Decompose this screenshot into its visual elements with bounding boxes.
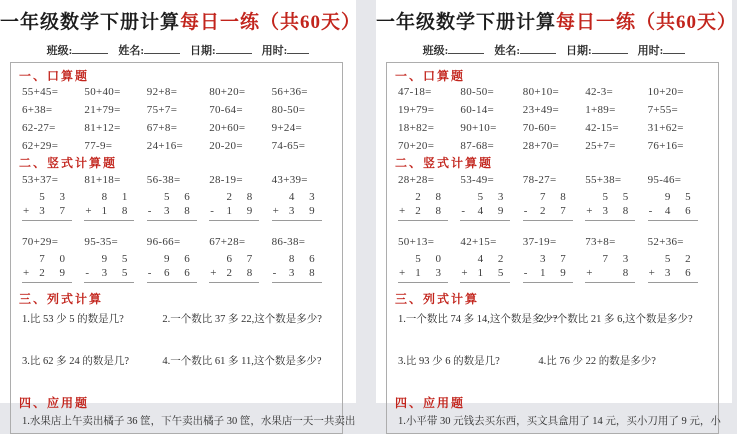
oral-problems-grid	[19, 85, 334, 154]
vertical-problem-label: 56-38=	[146, 173, 181, 186]
vertical-problem-bottom-digits: 3 7	[39, 204, 71, 217]
info-field-label: 班级:	[46, 45, 73, 57]
vertical-problem	[209, 174, 271, 221]
vertical-problem-bottom-digits: 3 9	[288, 204, 321, 217]
minus-sign: -	[648, 204, 653, 217]
minus-sign: -	[147, 204, 152, 217]
page-title	[0, 7, 362, 34]
oral-problem: 74-65=	[271, 140, 306, 152]
oral-problem: 90+10=	[460, 122, 497, 134]
oral-problem: 80+20=	[209, 86, 246, 98]
page-title	[376, 7, 737, 34]
vertical-problem-top-digits: 8 1	[101, 190, 134, 203]
vertical-problem-top-digits: 2 8	[226, 190, 259, 203]
info-field	[494, 45, 556, 57]
vertical-problem	[22, 236, 84, 283]
minus-sign: -	[147, 266, 152, 279]
vertical-problem-top-digits: 4 3	[288, 190, 321, 203]
oral-problem: 31+62=	[647, 122, 684, 134]
oral-problem: 50+40=	[84, 86, 121, 98]
vertical-problem-label: 95-46=	[647, 173, 682, 186]
vertical-problem-top-digits: 9 5	[664, 190, 697, 203]
vertical-problem-bottom-row	[460, 267, 510, 283]
oral-problem: 28+70=	[522, 140, 560, 152]
fill-in-blank-line	[448, 43, 484, 54]
minus-sign: -	[85, 266, 90, 279]
vertical-problem-label: 28-19=	[209, 173, 243, 186]
fill-in-blank-line	[592, 43, 628, 54]
section-heading-word: 四、应用题	[19, 395, 90, 410]
vertical-problem-label: 86-38=	[271, 235, 306, 248]
vertical-problem-top-digits: 5 5	[602, 190, 635, 203]
vertical-problem-label: 43+39=	[271, 173, 308, 186]
minus-sign: -	[272, 266, 277, 279]
vertical-problem-bottom-digits: 3 8	[288, 266, 321, 279]
vertical-problem-top-digits: 7 8	[540, 190, 572, 203]
vertical-problem-bottom-digits: 1 9	[226, 204, 259, 217]
oral-problem: 21+79=	[84, 104, 121, 116]
info-field-label: 日期:	[566, 45, 592, 57]
vertical-problem	[272, 236, 334, 283]
oral-problem: 60-14=	[460, 104, 495, 116]
vertical-problem-label: 67+28=	[209, 235, 246, 248]
info-field	[190, 45, 252, 57]
section-heading-oral: 一、口算题	[19, 69, 90, 83]
vertical-problem	[460, 236, 522, 283]
plus-sign: +	[85, 204, 92, 217]
oral-problem: 62-27=	[22, 122, 56, 134]
plus-sign: +	[461, 266, 468, 279]
oral-problem: 80-50=	[460, 86, 495, 98]
vertical-problem-label: 95-35=	[84, 235, 119, 248]
vertical-problem	[523, 174, 585, 221]
equation-problem: 1.比 53 少 5 的数是几?	[22, 313, 124, 325]
vertical-problem-bottom-row	[22, 205, 72, 221]
title-series-text: 每日一练（共60天）	[556, 12, 737, 33]
info-field	[262, 45, 310, 57]
vertical-problem-top-digits: 3 7	[540, 252, 572, 265]
vertical-problem-bottom-row	[523, 267, 573, 283]
vertical-problem	[272, 174, 334, 221]
oral-problem: 70-64=	[209, 104, 243, 116]
vertical-problem-label: 42+15=	[460, 235, 497, 248]
equation-problem: 1.一个数比 74 多 14,这个数是多少?	[398, 313, 558, 325]
vertical-problem-bottom-row	[585, 267, 635, 283]
vertical-problem-bottom-digits: 3 8	[164, 204, 196, 217]
vertical-problem-bottom-digits: 6 6	[164, 266, 196, 279]
oral-problem: 24+16=	[146, 140, 184, 152]
oral-problem: 70+20=	[398, 140, 435, 152]
vertical-problem-top-digits: 7 0	[39, 252, 71, 265]
oral-problem: 81+12=	[84, 122, 121, 134]
vertical-problem	[84, 236, 146, 283]
oral-problem: 92+8=	[146, 86, 178, 98]
oral-problem: 42-15=	[585, 122, 619, 134]
vertical-problem	[523, 236, 585, 283]
minus-sign: -	[523, 266, 528, 279]
content-frame	[386, 62, 719, 434]
vertical-problem-bottom-digits: 8	[622, 266, 635, 279]
minus-sign: -	[461, 204, 466, 217]
vertical-problem-bottom-row	[84, 205, 134, 221]
vertical-problem-bottom-digits: 1 9	[540, 266, 572, 279]
info-field-label: 姓名:	[494, 45, 520, 57]
vertical-problem-bottom-digits: 1 5	[477, 266, 510, 279]
info-field-label: 姓名:	[118, 45, 144, 57]
vertical-problem-label: 70+29=	[22, 235, 59, 248]
vertical-problem-bottom-digits: 1 8	[101, 204, 134, 217]
info-field	[118, 45, 180, 57]
info-field	[423, 45, 485, 57]
oral-problem: 42-3=	[585, 86, 614, 98]
info-field	[566, 45, 628, 57]
equation-problem: 2.一个数比 37 多 22,这个数是多少?	[162, 313, 322, 325]
vertical-problem	[398, 236, 460, 283]
oral-problem: 25+7=	[585, 140, 616, 152]
vertical-problem-top-digits: 7 3	[602, 252, 635, 265]
vertical-problem-bottom-row	[272, 267, 322, 283]
plus-sign: +	[272, 204, 279, 217]
vertical-problem-bottom-row	[648, 205, 698, 221]
vertical-problem-bottom-digits: 2 8	[415, 204, 447, 217]
equation-problem: 3.比 93 少 6 的数是几?	[398, 355, 500, 367]
vertical-problem	[585, 236, 647, 283]
plus-sign: +	[210, 266, 217, 279]
info-field-label: 日期:	[190, 45, 216, 57]
vertical-problem-bottom-row	[648, 267, 698, 283]
vertical-problem-bottom-row	[460, 205, 510, 221]
word-problem-partial-line: 1.小平带 30 元钱去买东西，买文具盒用了 14 元，买小刀用了 9 元，小	[398, 415, 721, 427]
oral-problem: 10+20=	[647, 86, 684, 98]
oral-problems-grid	[395, 85, 710, 154]
fill-in-blank-line	[287, 43, 309, 54]
vertical-problem	[585, 174, 647, 221]
vertical-problem-top-digits: 9 6	[164, 252, 196, 265]
oral-problem: 67+8=	[146, 122, 178, 134]
title-course-text: 一年级数学下册计算	[376, 12, 557, 33]
plus-sign: +	[648, 266, 655, 279]
plus-sign: +	[23, 204, 30, 217]
vertical-problem	[22, 174, 84, 221]
section-heading-equation: 三、列式计算	[395, 291, 480, 306]
vertical-problem-bottom-row	[398, 205, 448, 221]
fill-in-blank-line	[72, 43, 108, 54]
oral-problem: 47-18=	[398, 86, 432, 98]
equation-problem: 3.比 62 多 24 的数是几?	[22, 355, 130, 367]
plus-sign: +	[23, 266, 30, 279]
vertical-problem-label: 53+37=	[22, 173, 59, 186]
fill-in-blank-line	[520, 43, 556, 54]
plus-sign: +	[586, 266, 593, 279]
vertical-problem-top-digits: 8 6	[288, 252, 321, 265]
oral-problem: 76+16=	[647, 140, 684, 152]
vertical-problem-bottom-digits: 4 6	[664, 204, 697, 217]
oral-problem: 23+49=	[522, 104, 560, 116]
oral-problem: 80+10=	[522, 86, 560, 98]
content-frame	[10, 62, 356, 434]
vertical-problem	[648, 174, 710, 221]
vertical-problem	[147, 174, 209, 221]
vertical-problem-top-digits: 5 0	[415, 252, 447, 265]
equation-problem: 2.一个数比 21 多 6,这个数是多少?	[538, 313, 693, 325]
vertical-problem-label: 37-19=	[522, 235, 557, 248]
oral-problem: 75+7=	[146, 104, 178, 116]
worksheet-page-right	[376, 0, 737, 427]
plus-sign: +	[399, 204, 406, 217]
vertical-problem-bottom-row	[84, 267, 134, 283]
fill-in-blank-line	[144, 43, 180, 54]
vertical-problem	[209, 236, 271, 283]
oral-problem: 18+82=	[398, 122, 435, 134]
vertical-problem-bottom-row	[272, 205, 322, 221]
worksheet-page-left	[0, 0, 362, 427]
minus-sign: -	[523, 204, 528, 217]
vertical-problem-top-digits: 5 3	[477, 190, 510, 203]
vertical-problem-label: 50+13=	[398, 235, 435, 248]
oral-problem: 1+89=	[585, 104, 616, 116]
oral-problem: 87-68=	[460, 140, 495, 152]
vertical-problem-bottom-row	[209, 205, 259, 221]
vertical-problem-bottom-row	[523, 205, 573, 221]
vertical-problems-grid	[19, 174, 334, 283]
vertical-problem	[460, 174, 522, 221]
vertical-problem-bottom-row	[398, 267, 448, 283]
vertical-problem-top-digits: 2 8	[415, 190, 447, 203]
vertical-problem-top-digits: 5 6	[164, 190, 196, 203]
oral-problem: 77-9=	[84, 140, 113, 152]
oral-problem: 19+79=	[398, 104, 435, 116]
plus-sign: +	[586, 204, 593, 217]
info-field-label: 用时:	[637, 45, 664, 57]
equation-problems-grid	[19, 313, 334, 368]
title-series-text: 每日一练（共60天）	[180, 12, 362, 33]
vertical-problem-bottom-digits: 2 9	[39, 266, 71, 279]
section-heading-vertical: 二、竖式计算题	[19, 155, 118, 170]
vertical-problem-top-digits: 4 2	[477, 252, 510, 265]
vertical-problem-top-digits: 6 7	[226, 252, 259, 265]
vertical-problem-label: 81+18=	[84, 173, 121, 186]
equation-problem: 4.一个数比 61 多 11,这个数是多少?	[162, 355, 322, 367]
vertical-problem-bottom-digits: 3 5	[101, 266, 134, 279]
info-field-label: 用时:	[261, 45, 288, 57]
vertical-problem	[147, 236, 209, 283]
minus-sign: -	[210, 204, 214, 217]
oral-problem: 56+36=	[271, 86, 308, 98]
vertical-problem-bottom-digits: 3 6	[664, 266, 697, 279]
vertical-problem-top-digits: 5 3	[39, 190, 71, 203]
plus-sign: +	[399, 266, 406, 279]
vertical-problem-label: 52+36=	[647, 235, 684, 248]
vertical-problem-label: 73+8=	[585, 235, 616, 248]
oral-problem: 20+60=	[209, 122, 246, 134]
vertical-problem	[648, 236, 710, 283]
oral-problem: 6+38=	[22, 104, 53, 116]
oral-problem: 62+29=	[22, 140, 59, 152]
fill-in-blank-line	[216, 43, 252, 54]
title-course-text: 一年级数学下册计算	[0, 12, 181, 33]
vertical-problem-bottom-digits: 3 8	[602, 204, 635, 217]
vertical-problem-bottom-row	[147, 205, 197, 221]
vertical-problem-label: 96-66=	[146, 235, 181, 248]
vertical-problem-bottom-row	[209, 267, 259, 283]
equation-problems-grid	[395, 313, 710, 368]
oral-problem: 20-20=	[209, 140, 243, 152]
info-field-label: 班级:	[422, 45, 449, 57]
vertical-problem-bottom-row	[147, 267, 197, 283]
vertical-problem-bottom-row	[22, 267, 72, 283]
section-heading-equation: 三、列式计算	[19, 291, 104, 306]
vertical-problem	[398, 174, 460, 221]
vertical-problem-bottom-row	[585, 205, 635, 221]
vertical-problem	[84, 174, 146, 221]
vertical-problem-label: 53-49=	[460, 173, 495, 186]
info-field	[47, 45, 109, 57]
equation-problem: 4.比 76 少 22 的数是多少?	[538, 355, 656, 367]
oral-problem: 70-60=	[522, 122, 557, 134]
vertical-problem-top-digits: 9 5	[101, 252, 134, 265]
oral-problem: 80-50=	[271, 104, 306, 116]
vertical-problems-grid	[395, 174, 710, 283]
vertical-problem-label: 55+38=	[585, 173, 622, 186]
section-heading-word: 四、应用题	[395, 395, 466, 410]
vertical-problem-label: 28+28=	[398, 173, 435, 186]
student-info-line	[0, 42, 356, 58]
info-field	[638, 45, 686, 57]
vertical-problem-bottom-digits: 2 8	[226, 266, 259, 279]
vertical-problem-bottom-digits: 2 7	[540, 204, 572, 217]
student-info-line	[376, 42, 732, 58]
vertical-problem-label: 78-27=	[522, 173, 557, 186]
oral-problem: 55+45=	[22, 86, 59, 98]
vertical-problem-bottom-digits: 1 3	[415, 266, 447, 279]
section-heading-oral: 一、口算题	[395, 69, 466, 83]
oral-problem: 7+55=	[647, 104, 679, 116]
fill-in-blank-line	[663, 43, 685, 54]
vertical-problem-bottom-digits: 4 9	[477, 204, 510, 217]
section-heading-vertical: 二、竖式计算题	[395, 155, 494, 170]
word-problem-partial-line: 1.水果店上午卖出橘子 36 筐，下午卖出橘子 30 筐，水果店一天一共卖出	[22, 415, 356, 427]
oral-problem: 9+24=	[271, 122, 303, 134]
vertical-problem-top-digits: 5 2	[664, 252, 697, 265]
